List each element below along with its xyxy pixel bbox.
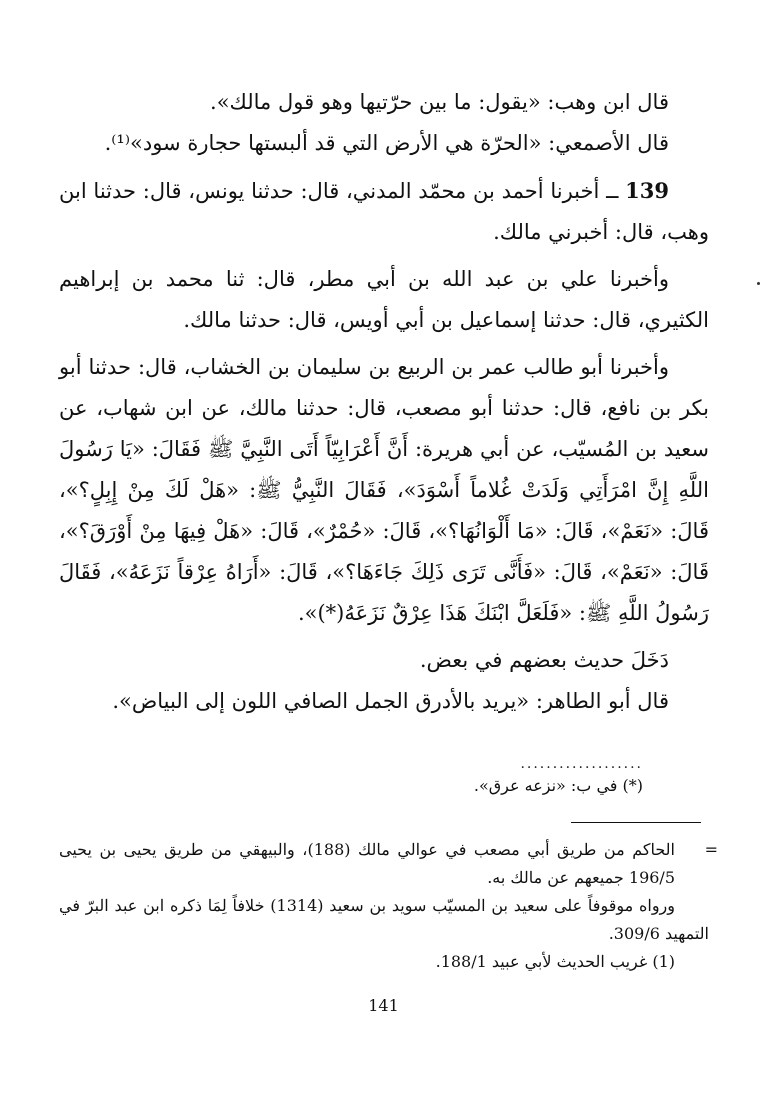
variant-note-section [59,757,709,801]
footnote-mawquf: ورواه موقوفاً على سعيد بن المسيّب سويد بن سعيد (1314) خلافاً لِمَا ذكره ابن عبد البرّ في التمهيد 309/6. [59,896,709,943]
hadith-number: 139 [625,178,669,203]
paragraph-abu-al-tahir: قال أبو الطاهر: «يريد بالأدرق الجمل الصافي اللون إلى البياض». [112,689,669,713]
variant-note: (*) في ب: «نزعه عرق». [473,776,643,795]
page-number: 141 [368,996,399,1015]
footnote-rule [571,822,701,823]
continuation-mark: = [704,840,718,859]
margin-mark [757,282,760,285]
dotted-separator: ................... [520,756,643,772]
paragraph-chain-3-hadith: وأخبرنا أبو طالب عمر بن الربيع بن سليمان بن الخشاب، قال: حدثنا أبو بكر بن نافع، قال: حدثنا أبو مصعب، قال: حدثنا مالك، عن ابن شهاب، عن سعيد بن المُسيّب، عن أبي هريرة: أَنَّ أَعْرَابِيّاً أَتَى النَّبِيَّ ﷺ فَقَالَ: «يَا رَسُولَ اللَّهِ إِنَّ امْرَأَتِي وَلَدَتْ غُلاماً أَسْوَدَ»، فَقَالَ النَّبِيُّ ﷺ: «هَلْ لَكَ مِنْ إِبِلٍ؟»، قَالَ: «نَعَمْ»، قَالَ: «مَا أَلْوَانُهَا؟»، قَالَ: «حُمْرٌ»، قَالَ: «هَلْ فِيهَا مِنْ أَوْرَقَ؟»، قَالَ: «نَعَمْ»، قَالَ: «فَأَنَّى تَرَى ذَلِكَ جَاءَهَا؟»، قَالَ: «أَرَاهُ عِرْقاً نَزَعَهُ»، فَقَالَ رَسُولُ اللَّهِ ﷺ: «فَلَعَلَّ ابْنَكَ هَذَا عِرْقٌ نَزَعَهُ(*)». [59,355,709,625]
footnote-continued: الحاكم من طريق أبي مصعب في عوالي مالك (188)، والبيهقي من طريق يحيى بن يحيى 196/5 جميعهم عن مالك به. [59,840,675,887]
footnote-1: (1) غريب الحديث لأبي عبيد 188/1. [435,952,675,971]
paragraph-hadith-139 [59,170,709,253]
hadith-139-chain: ــ أخبرنا أحمد بن محمّد المدني، قال: حدثنا يونس، قال: حدثنا ابن وهب، قال: أخبرني مالك. [59,179,709,244]
paragraph-asmai: قال الأصمعي: «الحرّة هي الأرض التي قد ألبستها حجارة سود»⁽¹⁾. [104,131,669,155]
paragraph-note: دَخَلَ حديث بعضهم في بعض. [419,648,669,672]
paragraph-chain-2: وأخبرنا علي بن عبد الله بن أبي مطر، قال: ثنا محمد بن إبراهيم الكثيري، قال: حدثنا إسماعيل بن أبي أويس، قال: حدثنا مالك. [59,267,709,332]
paragraph-ibn-wahb: قال ابن وهب: «يقول: ما بين حرّتيها وهو قول مالك». [210,90,669,114]
main-text [59,82,709,722]
footnotes [59,836,709,976]
